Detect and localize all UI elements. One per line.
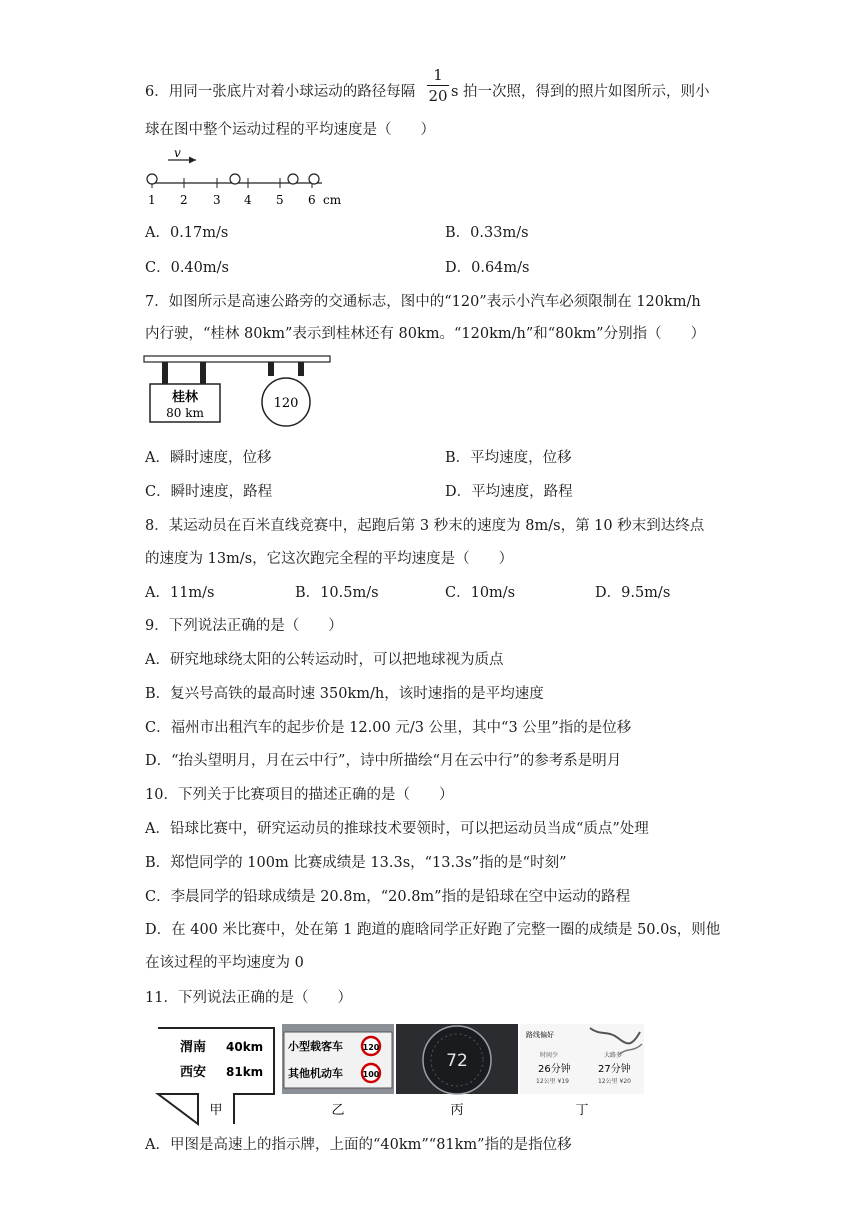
q9-option-a: A．研究地球绕太阳的公转运动时，可以把地球视为质点	[145, 652, 504, 668]
q8-option-b: B．10.5m/s	[295, 585, 379, 601]
q7-option-c: C．瞬时速度，路程	[145, 484, 273, 500]
q11-figure-yi	[282, 1024, 394, 1128]
yi-caption: 乙	[331, 1103, 345, 1118]
q7-stem-line1: 7．如图所示是高速公路旁的交通标志，图中的“120”表示小汽车必须限制在 120km/h	[145, 294, 701, 310]
q7-traffic-sign-figure	[142, 354, 332, 428]
q8-option-c: C．10m/s	[445, 585, 516, 601]
q9-option-b: B．复兴号高铁的最高时速 350km/h，该时速指的是平均速度	[145, 686, 544, 702]
yi-row1-limit: 120	[362, 1043, 380, 1052]
ball-position-3	[288, 174, 298, 184]
q9-option-d: D．“抬头望明月，月在云中行”，诗中所描绘“月在云中行”的参考系是明月	[145, 753, 622, 769]
q6-fraction-denominator: 20	[428, 87, 448, 105]
tick-label: 4	[244, 193, 252, 207]
q10-stem: 10．下列关于比赛项目的描述正确的是（ ）	[145, 787, 454, 803]
speedometer-reading: 72	[446, 1051, 468, 1071]
velocity-label: v	[174, 146, 181, 160]
tick-label: 3	[213, 193, 221, 207]
ball-position-2	[230, 174, 240, 184]
jia-city-1: 渭南	[180, 1040, 207, 1055]
q8-stem-line2: 的速度为 13m/s，它这次跑完全程的平均速度是（ ）	[145, 551, 514, 567]
ding-route2-name: 大路多	[604, 1052, 623, 1059]
q8-option-a: A．11m/s	[145, 585, 215, 601]
q11-figure-ding	[520, 1024, 644, 1128]
tick-label: 2	[180, 193, 188, 207]
ding-caption: 丁	[575, 1103, 589, 1118]
q7-stem-line2: 内行驶，“桂林 80km”表示到桂林还有 80km。“120km/h”和“80km”分别指（ ）	[145, 326, 706, 342]
yi-row2-limit: 100	[362, 1070, 380, 1079]
jia-dist-1: 40km	[226, 1040, 264, 1054]
q6-stem-line2: 球在图中整个运动过程的平均速度是（ ）	[145, 122, 435, 138]
jia-city-2: 西安	[180, 1065, 207, 1080]
q10-option-d-line2: 在该过程的平均速度为 0	[145, 955, 304, 971]
q10-option-a: A．铅球比赛中，研究运动员的推球技术要领时，可以把运动员当成“质点”处理	[145, 821, 649, 837]
q10-option-d-line1: D．在 400 米比赛中，处在第 1 跑道的鹿晗同学正好跑了完整一圈的成绩是 50.0s，则他	[145, 922, 721, 938]
q10-option-c: C．李晨同学的铅球成绩是 20.8m，“20.8m”指的是铅球在空中运动的路程	[145, 889, 631, 905]
ball-position-1	[147, 174, 157, 184]
q6-option-c: C．0.40m/s	[145, 260, 229, 276]
q8-option-d: D．9.5m/s	[595, 585, 671, 601]
ding-header: 路线偏好	[526, 1031, 554, 1039]
tick-label: 5	[276, 193, 284, 207]
bing-caption: 丙	[450, 1103, 464, 1118]
q6-option-d: D．0.64m/s	[445, 260, 530, 276]
ding-route2-info: 12公里 ¥20	[598, 1078, 631, 1085]
q11-figure-bing	[396, 1024, 518, 1128]
ding-route2-time: 27分钟	[598, 1064, 631, 1075]
q11-option-a: A．甲图是高速上的指示牌，上面的“40km”“81km”指的是指位移	[145, 1137, 572, 1153]
q8-stem-line1: 8．某运动员在百米直线竞赛中，起跑后第 3 秒末的速度为 8m/s，第 10 秒末到达终点	[145, 518, 705, 534]
q11-figure-jia	[152, 1024, 280, 1128]
q6-option-b: B．0.33m/s	[445, 225, 529, 241]
sign-distance: 80 km	[166, 406, 204, 420]
tick-label: 6	[308, 193, 316, 207]
ball-position-4	[309, 174, 319, 184]
q11-stem: 11．下列说法正确的是（ ）	[145, 990, 352, 1006]
q6-stem-post: s 拍一次照，得到的照片如图所示，则小	[451, 84, 710, 100]
q6-option-a: A．0.17m/s	[145, 225, 229, 241]
unit-label: cm	[323, 193, 342, 207]
ding-route1-time: 26分钟	[538, 1064, 571, 1075]
ding-route1-name: 时间少	[540, 1052, 559, 1059]
q9-option-c: C．福州市出租汽车的起步价是 12.00 元/3 公里，其中“3 公里”指的是位移	[145, 720, 632, 736]
q6-stem-pre: 6．用同一张底片对着小球运动的路径每隔	[145, 84, 416, 100]
q7-option-d: D．平均速度，路程	[445, 484, 573, 500]
q6-fraction-numerator: 1	[433, 66, 443, 84]
yi-row1-text: 小型载客车	[288, 1040, 343, 1053]
q9-stem: 9．下列说法正确的是（ ）	[145, 618, 343, 634]
q10-option-b: B．郑恺同学的 100m 比赛成绩是 13.3s，“13.3s”指的是“时刻”	[145, 855, 567, 871]
q7-option-b: B．平均速度，位移	[445, 450, 572, 466]
yi-row2-text: 其他机动车	[288, 1067, 343, 1080]
jia-caption: 甲	[209, 1103, 223, 1118]
q6-ruler-figure	[140, 146, 350, 208]
jia-dist-2: 81km	[226, 1065, 264, 1079]
sign-city: 桂林	[171, 390, 199, 405]
tick-label: 1	[148, 193, 156, 207]
q7-option-a: A．瞬时速度，位移	[145, 450, 272, 466]
ding-route1-info: 12公里 ¥19	[536, 1078, 569, 1085]
q6-fraction	[427, 66, 449, 105]
speed-limit-value: 120	[273, 396, 299, 411]
